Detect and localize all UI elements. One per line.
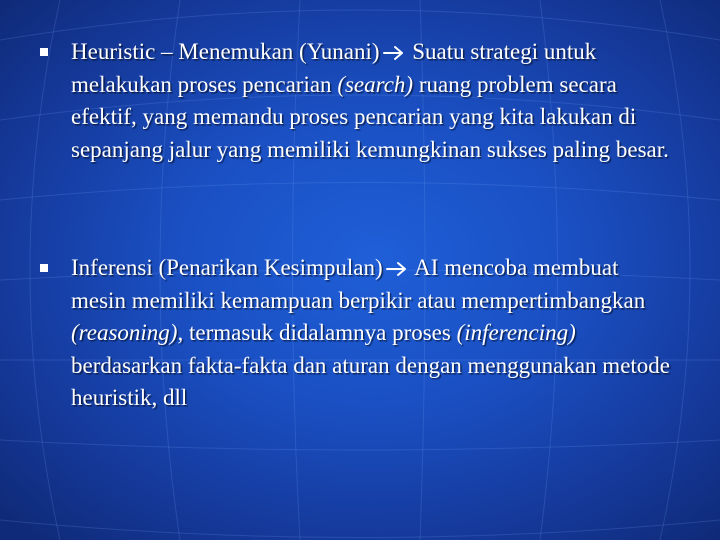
- bullet-lead: Heuristic – Menemukan (Yunani): [71, 39, 380, 64]
- bullet-text: [71, 252, 671, 415]
- square-bullet-icon: [40, 48, 48, 56]
- right-arrow-icon: [386, 261, 408, 277]
- square-bullet-icon: [40, 264, 48, 272]
- bullet-lead: Inferensi (Penarikan Kesimpulan): [71, 255, 383, 280]
- bullet-italic-term: (search): [337, 71, 414, 97]
- bullet-text-part: Suatu strategi untuk melakukan proses pencarian: [71, 39, 597, 97]
- bullet-text-part: AI mencoba membuat mesin memiliki kemampuan berpikir atau mempertimbangkan: [71, 255, 646, 313]
- bullet-italic-term: (inferencing): [456, 320, 576, 345]
- bullet-text-part: ruang problem secara efektif, yang memandu proses pencarian yang kita lakukan di sepanjang jalur yang memiliki kemungkinan sukses paling besar.: [71, 71, 669, 162]
- right-arrow-icon: [383, 45, 405, 61]
- bullet-text-part: berdasarkan fakta-fakta dan aturan dengan menggunakan metode heuristik, dll: [71, 352, 670, 410]
- bullet-italic-term: (reasoning): [71, 320, 178, 345]
- bullet-text: [71, 36, 671, 166]
- bullet-text-part: , termasuk didalamnya proses: [177, 320, 457, 345]
